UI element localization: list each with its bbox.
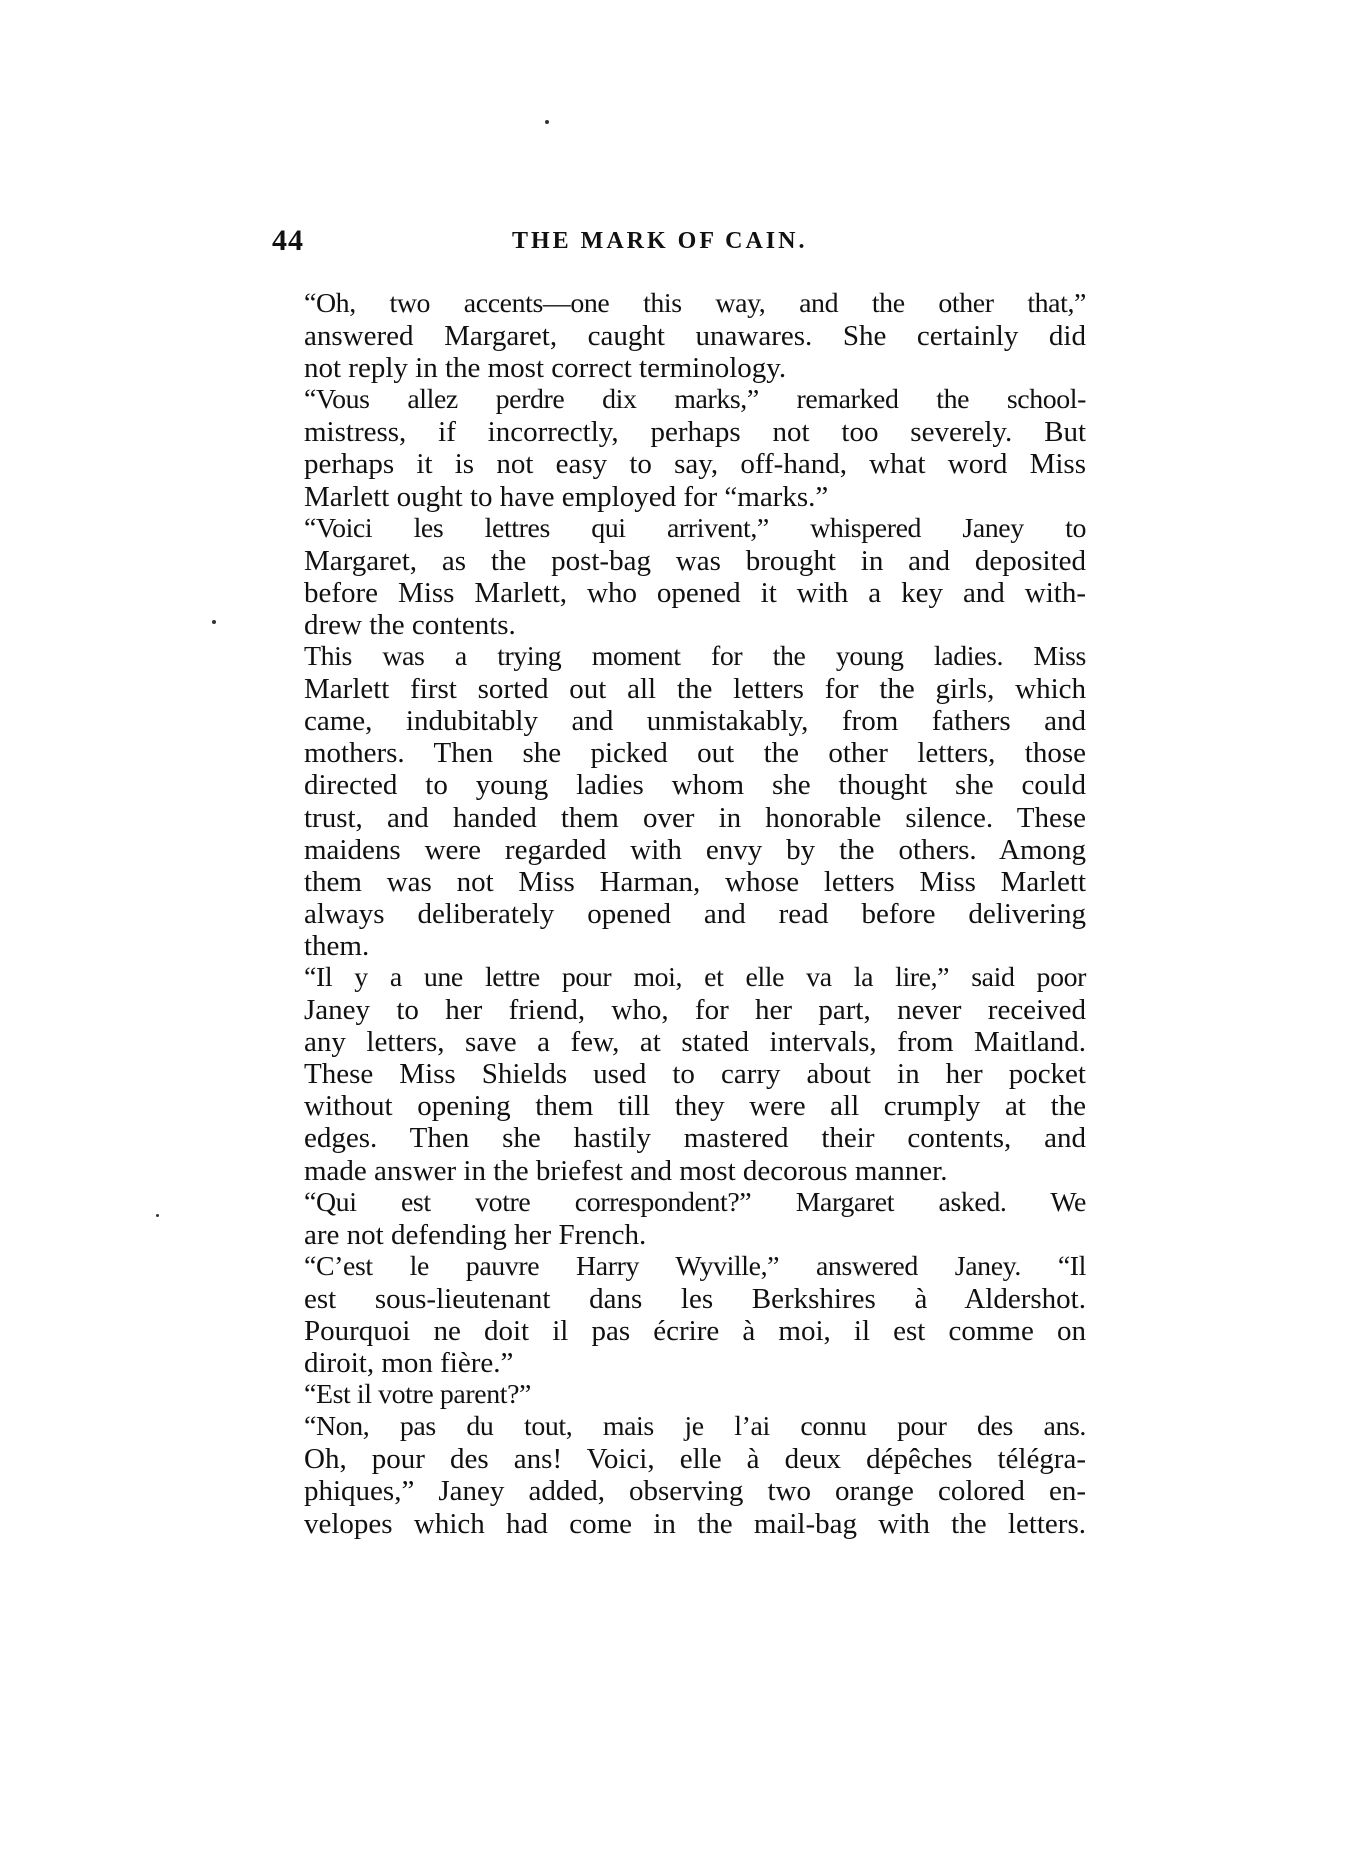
- text-line: “Voici les lettres qui arrivent,” whispered Janey to: [304, 512, 1086, 544]
- running-head: [272, 224, 1092, 270]
- text-line: before Miss Marlett, who opened it with a key and with-: [304, 576, 1086, 609]
- text-line: Margaret, as the post-bag was brought in and deposited: [304, 544, 1086, 577]
- text-line: est sous-lieutenant dans les Berkshires à Aldershot.: [304, 1282, 1086, 1315]
- text-line: perhaps it is not easy to say, off-hand, what word Miss: [304, 448, 1086, 481]
- text-line: mothers. Then she picked out the other letters, those: [304, 737, 1086, 770]
- text-line: “Il y a une lettre pour moi, et elle va la lire,” said poor: [304, 961, 1086, 993]
- text-line: “Est il votre parent?”: [304, 1379, 531, 1411]
- paragraph: [272, 641, 1086, 962]
- text-line: phiques,” Janey added, observing two orange colored en-: [304, 1475, 1086, 1508]
- ink-speck: [545, 120, 549, 124]
- text-line: are not defending her French.: [304, 1218, 647, 1251]
- text-line: drew the contents.: [304, 608, 516, 641]
- text-line: not reply in the most correct terminology.: [304, 352, 787, 385]
- text-line: velopes which had come in the mail-bag with the letters.: [304, 1507, 1086, 1540]
- text-line: answered Margaret, caught unawares. She certainly did: [304, 320, 1086, 353]
- text-line: directed to young ladies whom she thought she could: [304, 769, 1086, 802]
- text-line: “Qui est votre correspondent?” Margaret asked. We: [304, 1186, 1086, 1218]
- text-line: “Oh, two accents—one this way, and the other that,”: [304, 288, 1086, 319]
- ink-speck: [156, 1214, 159, 1217]
- text-line: Oh, pour des ans! Voici, elle à deux dépêches télégra-: [304, 1443, 1086, 1476]
- text-line: diroit, mon fière.”: [304, 1347, 514, 1380]
- text-line: without opening them till they were all crumply at the: [304, 1090, 1086, 1123]
- text-line: “Vous allez perdre dix marks,” remarked the school-: [304, 384, 1086, 416]
- text-line: edges. Then she hastily mastered their contents, and: [304, 1122, 1086, 1155]
- text-line: These Miss Shields used to carry about in her pocket: [304, 1058, 1086, 1091]
- text-line: This was a trying moment for the young ladies. Miss: [304, 641, 1086, 673]
- ink-speck: [212, 620, 216, 624]
- paragraph: [272, 1411, 1086, 1539]
- text-line: maidens were regarded with envy by the others. Among: [304, 833, 1086, 866]
- text-line: always deliberately opened and read before delivering: [304, 897, 1086, 930]
- paragraph: [272, 513, 1086, 641]
- text-line: Janey to her friend, who, for her part, never received: [304, 994, 1086, 1027]
- paragraph: [272, 288, 1086, 384]
- paragraph: [272, 962, 1086, 1187]
- text-line: them was not Miss Harman, whose letters Miss Marlett: [304, 865, 1086, 898]
- body-text: [272, 288, 1086, 1540]
- running-title: THE MARK OF CAIN.: [512, 228, 808, 254]
- text-line: “C’est le pauvre Harry Wyville,” answered Janey. “Il: [304, 1250, 1086, 1282]
- text-line: Marlett first sorted out all the letters for the girls, which: [304, 673, 1086, 706]
- paragraph: [272, 1251, 1086, 1379]
- text-line: Marlett ought to have employed for “marks.”: [304, 480, 829, 513]
- paragraph: [272, 1379, 1086, 1411]
- page-number: 44: [272, 224, 304, 257]
- text-line: “Non, pas du tout, mais je l’ai connu pour des ans.: [304, 1411, 1086, 1443]
- text-line: mistress, if incorrectly, perhaps not too severely. But: [304, 416, 1086, 449]
- text-line: any letters, save a few, at stated intervals, from Maitland.: [304, 1026, 1086, 1059]
- text-line: trust, and handed them over in honorable silence. These: [304, 801, 1086, 834]
- text-line: made answer in the briefest and most decorous manner.: [304, 1154, 948, 1187]
- paragraph: [272, 1187, 1086, 1251]
- text-line: them.: [304, 929, 370, 962]
- text-line: Pourquoi ne doit il pas écrire à moi, il est comme on: [304, 1315, 1086, 1347]
- text-line: came, indubitably and unmistakably, from fathers and: [304, 705, 1086, 738]
- paragraph: [272, 384, 1086, 512]
